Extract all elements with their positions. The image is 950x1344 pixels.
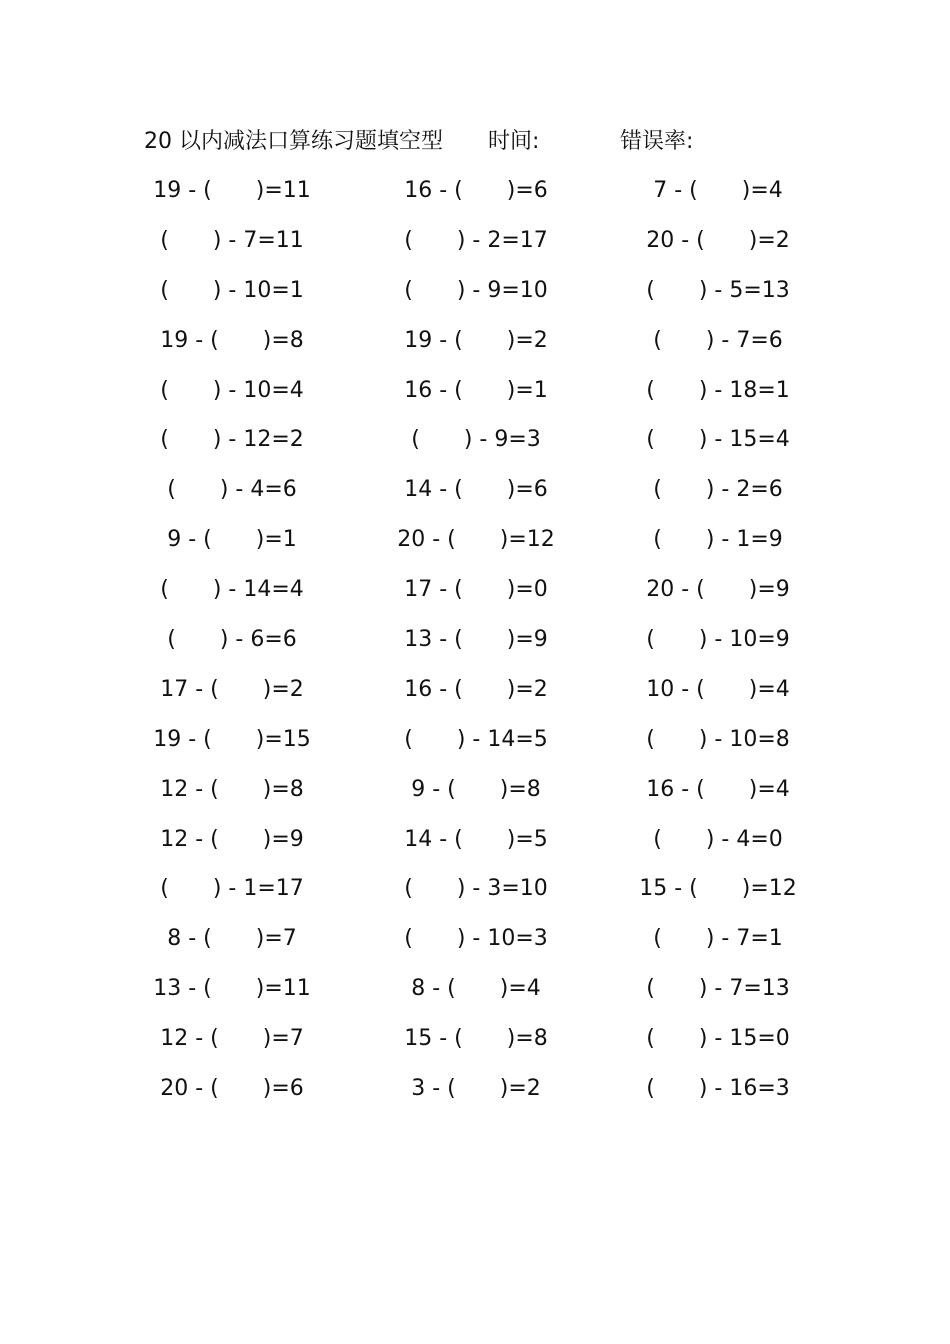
- problem-item: ( ) - 10=9: [646, 627, 790, 653]
- problem-item: ( ) - 7=6: [653, 327, 783, 353]
- worksheet-title: 20 以内减法口算练习题填空型: [144, 129, 443, 154]
- problem-item: 10 - ( )=4: [646, 676, 790, 702]
- time-label: 时间:: [488, 129, 540, 154]
- problem-item: 19 - ( )=11: [153, 178, 311, 203]
- problem-item: 20 - ( )=9: [646, 577, 790, 603]
- problem-item: 17 - ( )=0: [404, 577, 548, 603]
- problem-item: 19 - ( )=8: [160, 327, 304, 353]
- problem-item: ( ) - 10=4: [160, 377, 304, 403]
- problem-row: [144, 467, 824, 517]
- problem-item: ( ) - 7=13: [646, 976, 790, 1002]
- problem-item: ( ) - 7=1: [653, 926, 783, 952]
- problem-item: 20 - ( )=12: [397, 527, 555, 553]
- problem-item: ( ) - 10=1: [160, 277, 304, 303]
- problem-item: ( ) - 9=3: [411, 427, 541, 453]
- problem-item: 20 - ( )=2: [646, 227, 790, 253]
- problem-row: [144, 268, 824, 318]
- problem-item: 3 - ( )=2: [411, 1076, 541, 1102]
- problem-item: 7 - ( )=4: [653, 178, 783, 203]
- problem-item: 20 - ( )=6: [160, 1076, 304, 1102]
- problem-item: 17 - ( )=2: [160, 676, 304, 702]
- problem-item: ( ) - 3=10: [404, 876, 548, 902]
- problem-item: 8 - ( )=7: [167, 926, 297, 952]
- problem-row: [144, 1066, 824, 1116]
- problem-item: ( ) - 10=8: [646, 726, 790, 752]
- problem-item: 12 - ( )=8: [160, 776, 304, 802]
- problem-row: [144, 168, 824, 218]
- problem-item: 16 - ( )=2: [404, 676, 548, 702]
- problem-row: [144, 866, 824, 916]
- problem-row: [144, 767, 824, 817]
- problem-row: [144, 1016, 824, 1066]
- problem-item: ( ) - 12=2: [160, 427, 304, 453]
- problem-item: ( ) - 10=3: [404, 926, 548, 952]
- problem-item: 12 - ( )=9: [160, 826, 304, 852]
- problem-item: 14 - ( )=5: [404, 826, 548, 852]
- problem-row: [144, 417, 824, 467]
- problem-row: [144, 667, 824, 717]
- problem-item: ( ) - 18=1: [646, 377, 790, 403]
- problem-row: [144, 916, 824, 966]
- problem-item: ( ) - 16=3: [646, 1076, 790, 1102]
- problem-row: [144, 368, 824, 418]
- problem-item: 13 - ( )=11: [153, 976, 311, 1002]
- problem-item: 19 - ( )=15: [153, 726, 311, 752]
- problem-item: ( ) - 2=6: [653, 477, 783, 503]
- problem-item: 9 - ( )=8: [411, 776, 541, 802]
- problem-item: 13 - ( )=9: [404, 627, 548, 653]
- problem-item: 9 - ( )=1: [167, 527, 297, 553]
- problem-item: 16 - ( )=1: [404, 377, 548, 403]
- problem-item: ( ) - 6=6: [167, 627, 297, 653]
- problem-row: [144, 817, 824, 867]
- problem-item: ( ) - 7=11: [160, 227, 304, 253]
- error-rate-label: 错误率:: [620, 129, 694, 154]
- problem-row: [144, 218, 824, 268]
- problem-item: ( ) - 4=0: [653, 826, 783, 852]
- problem-item: ( ) - 15=0: [646, 1026, 790, 1052]
- problem-item: ( ) - 15=4: [646, 427, 790, 453]
- problem-item: 12 - ( )=7: [160, 1026, 304, 1052]
- problem-item: ( ) - 14=5: [404, 726, 548, 752]
- problem-item: ( ) - 4=6: [167, 477, 297, 503]
- problem-item: ( ) - 9=10: [404, 277, 548, 303]
- problem-item: 8 - ( )=4: [411, 976, 541, 1002]
- problem-row: [144, 617, 824, 667]
- problem-item: 14 - ( )=6: [404, 477, 548, 503]
- problem-item: 16 - ( )=4: [646, 776, 790, 802]
- problem-row: [144, 567, 824, 617]
- problem-item: ( ) - 1=9: [653, 527, 783, 553]
- problem-item: 15 - ( )=12: [639, 876, 797, 902]
- problem-item: ( ) - 2=17: [404, 227, 548, 253]
- problem-row: [144, 966, 824, 1016]
- problem-item: 19 - ( )=2: [404, 327, 548, 353]
- problem-row: [144, 318, 824, 368]
- problem-item: 15 - ( )=8: [404, 1026, 548, 1052]
- problem-item: 16 - ( )=6: [404, 178, 548, 203]
- worksheet-header: [144, 122, 824, 162]
- problem-row: [144, 717, 824, 767]
- problem-row: [144, 517, 824, 567]
- problem-item: ( ) - 5=13: [646, 277, 790, 303]
- problem-item: ( ) - 14=4: [160, 577, 304, 603]
- problem-grid: [144, 168, 824, 1116]
- problem-item: ( ) - 1=17: [160, 876, 304, 902]
